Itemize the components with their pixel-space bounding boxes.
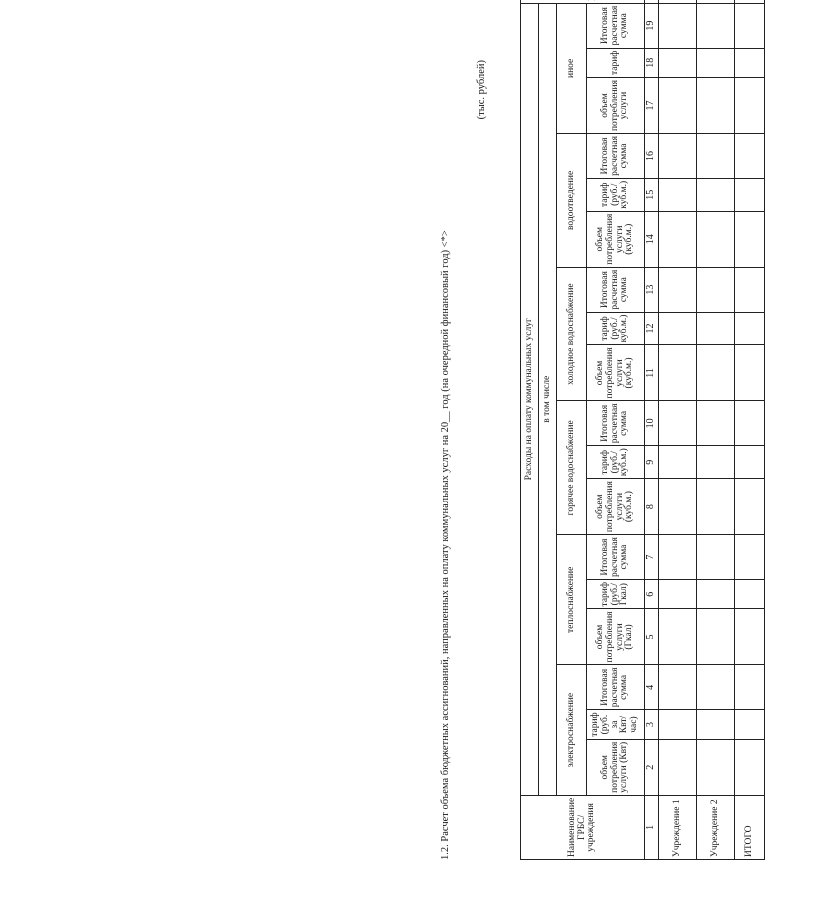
header-cw-total: Итоговая расчетная сумма [587,267,645,312]
row-label: ИТОГО [735,795,765,859]
column-number: 18 [645,48,659,77]
header-hot-water: горячее водоснабжение [557,401,587,535]
row-label: Учреждение 1 [659,795,697,859]
column-number: 16 [645,134,659,179]
table-row [659,0,697,860]
header-cold-water: холодное водоснабжение [557,267,587,401]
header-hw-tariff: тариф (руб./куб.м.) [587,446,645,479]
column-number: 8 [645,479,659,535]
header-s-total: Итоговая расчетная сумма [587,134,645,179]
column-number: 17 [645,78,659,134]
header-heating: теплоснабжение [557,535,587,665]
header-cw-volume: объем потребления услуги (куб.м.) [587,345,645,401]
header-sewerage: водоотведение [557,134,587,268]
column-number: 9 [645,446,659,479]
header-s-volume: объем потребления услуги (куб.м.) [587,211,645,267]
header-el-tariff: тариф (руб. за Квт/час) [587,710,645,739]
budget-table [520,0,765,860]
header-hw-total: Итоговая расчетная сумма [587,401,645,446]
header-el-total: Итоговая расчетная сумма [587,665,645,710]
column-number: 10 [645,401,659,446]
header-hw-volume: объем потребления услуги (куб.м.) [587,479,645,535]
header-other: иное [557,3,587,133]
header-o-volume: объем потребления услуги [587,78,645,134]
column-number: 5 [645,609,659,665]
column-number: 14 [645,211,659,267]
table-row [735,0,765,860]
column-number: 11 [645,345,659,401]
header-o-total: Итоговая расчетная сумма [587,3,645,48]
header-s-tariff: тариф (руб./куб.м.) [587,178,645,211]
header-el-volume: объем потребления услуги (Квт) [587,739,645,795]
header-in-total: в том числе [539,3,557,795]
column-number: 6 [645,579,659,608]
document-sheet [440,5,830,860]
header-institution: Наименование ГРБС/учреждения [521,795,645,859]
column-number: 7 [645,535,659,580]
column-number: 12 [645,312,659,345]
column-number: 4 [645,665,659,710]
header-expenses: Расходы на оплату коммунальных услуг [521,3,539,795]
units-label: (тыс. рублей) [476,60,487,120]
column-number: 1 [645,795,659,859]
header-h-volume: объем потребления услуги (Гкал) [587,609,645,665]
column-number: 3 [645,710,659,739]
header-electricity: электроснабжение [557,665,587,795]
header-o-tariff: тариф [587,48,645,77]
document-title: 1.2. Расчет объема бюджетных ассигнований, направленных на оплату коммунальных услуг на 20__ год (на очередной финансовый год) <*> [440,230,451,860]
header-h-tariff: тариф (руб./Гкал) [587,579,645,608]
table-row [697,0,735,860]
column-number: 13 [645,267,659,312]
column-number: 15 [645,178,659,211]
header-cw-tariff: тариф (руб./куб.м.) [587,312,645,345]
column-number [645,0,659,3]
row-label: Учреждение 2 [697,795,735,859]
column-number: 19 [645,3,659,48]
column-number: 2 [645,739,659,795]
header-h-total: Итоговая расчетная сумма [587,535,645,580]
